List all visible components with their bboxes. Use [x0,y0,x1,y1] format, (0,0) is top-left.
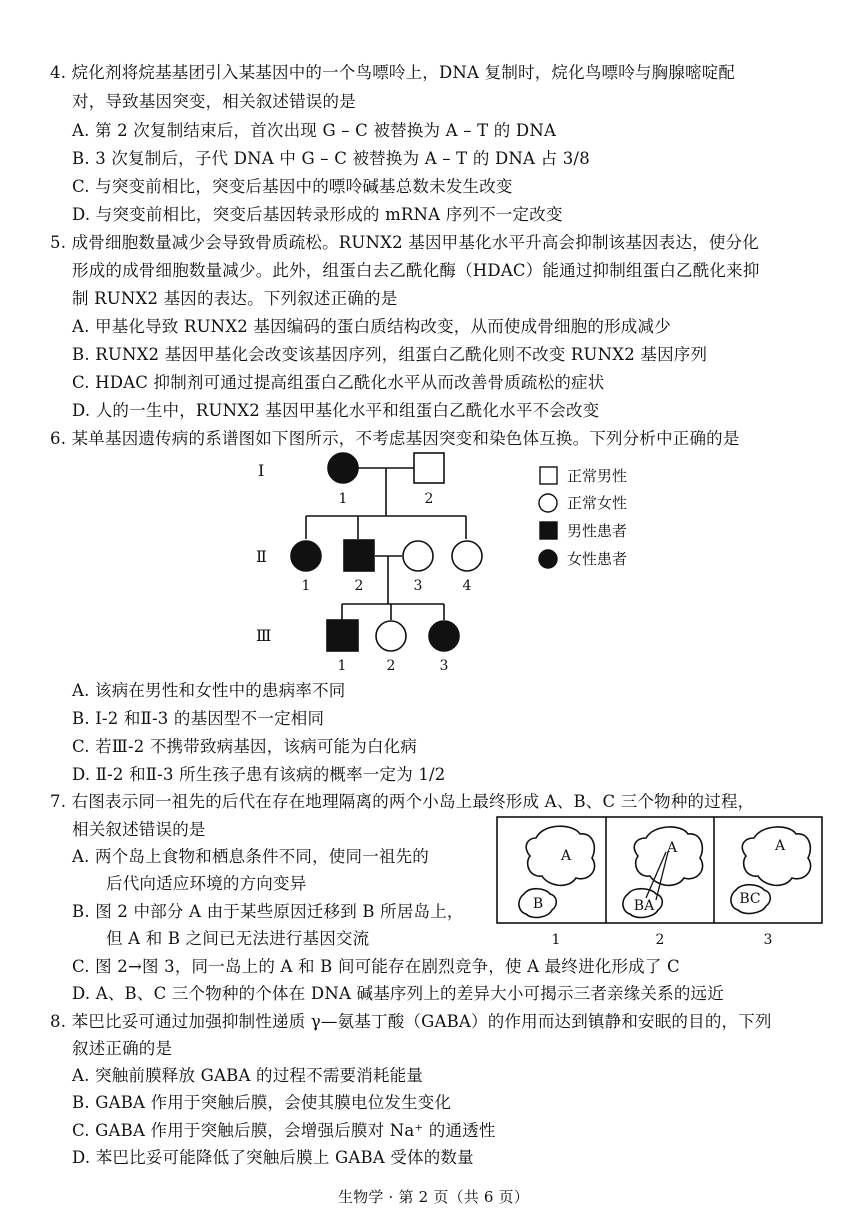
q5-option-a: A. 甲基化导致 RUNX2 基因编码的蛋白质结构改变，从而使成骨细胞的形成减少 [72,317,671,336]
q7-option-b-line2: 但 A 和 B 之间已无法进行基因交流 [106,929,370,948]
q4-stem-line2: 对，导致基因突变，相关叙述错误的是 [72,92,356,111]
legend-affected-male-symbol [540,522,557,539]
species-label: BA [633,898,655,914]
generation-label-III: Ⅲ [256,626,272,645]
species-label: BC [739,891,761,907]
island-a-shape [742,827,810,885]
q7-option-d: D. A、B、C 三个物种的个体在 DNA 碱基序列上的差异大小可揭示三者亲缘关系的远近 [72,984,724,1003]
individual-number: 1 [338,491,348,507]
q4-option-d: D. 与突变前相比，突变后基因转录形成的 mRNA 序列不一定改变 [72,205,563,224]
legend-normal-female-symbol [539,494,557,512]
individual-number: 2 [354,578,364,594]
individual-number: 2 [424,491,434,507]
q5-option-b: B. RUNX2 基因甲基化会改变该基因序列，组蛋白乙酰化则不改变 RUNX2 基因序列 [72,345,708,364]
q5-stem-line2: 形成的成骨细胞数量减少。此外，组蛋白去乙酰化酶（HDAC）能通过抑制组蛋白乙酰化来抑 [72,261,760,280]
pedigree-III-2-normal-female [376,621,406,651]
island-speciation-figure [496,816,826,956]
island-a-shape [634,827,702,885]
q8-stem-line1: 8. 苯巴比妥可通过加强抑制性递质 γ—氨基丁酸（GABA）的作用而达到镇静和安眠的目的，下列 [50,1012,772,1031]
generation-label-II: Ⅱ [256,547,267,566]
q8-option-b: B. GABA 作用于突触后膜，会使其膜电位发生变化 [72,1093,452,1112]
q7-option-b-line1: B. 图 2 中部分 A 由于某些原因迁移到 B 所居岛上， [72,902,464,921]
q4-option-c: C. 与突变前相比，突变后基因中的嘌呤碱基总数未发生改变 [72,177,513,196]
q6-option-d: D. Ⅱ-2 和Ⅱ-3 所生孩子患有该病的概率一定为 1/2 [72,765,446,784]
legend-label-affected-male: 男性患者 [567,522,628,540]
q8-option-d: D. 苯巴比妥可能降低了突触后膜上 GABA 受体的数量 [72,1148,474,1167]
panel-number: 2 [655,932,665,948]
q7-stem-line2: 相关叙述错误的是 [72,820,206,839]
pedigree-III-3-affected-female [429,621,459,651]
q7-option-c: C. 图 2→图 3，同一岛上的 A 和 B 间可能存在剧烈竞争，使 A 最终进化形成了 C [72,957,680,976]
legend-label-normal-female: 正常女性 [567,494,628,512]
q4-option-a: A. 第 2 次复制结束后，首次出现 G – C 被替换为 A – T 的 DNA [72,121,557,140]
q7-stem-line1: 7. 右图表示同一祖先的后代在存在地理隔离的两个小岛上最终形成 A、B、C 三个物种的过程， [50,792,755,811]
pedigree-II-2-affected-male [344,540,374,571]
q6-option-a: A. 该病在男性和女性中的患病率不同 [72,681,346,700]
pedigree-II-1-affected-female [291,541,321,571]
legend-label-affected-female: 女性患者 [567,550,628,568]
legend-affected-female-symbol [539,550,557,568]
individual-number: 1 [337,658,347,674]
page-footer: 生物学 · 第 2 页（共 6 页） [337,1188,530,1206]
individual-number: 3 [413,578,423,594]
pedigree-II-4-normal-female [452,541,482,571]
individual-number: 3 [439,658,449,674]
q8-option-a: A. 突触前膜释放 GABA 的过程不需要消耗能量 [72,1066,424,1085]
q8-stem-line2: 叙述正确的是 [72,1039,173,1058]
pedigree-III-1-affected-male [327,620,358,651]
q5-stem-line1: 5. 成骨细胞数量减少会导致骨质疏松。RUNX2 基因甲基化水平升高会抑制该基因表达，使分化 [50,233,759,252]
individual-number: 1 [301,578,311,594]
species-label: A [774,838,786,854]
q5-option-d: D. 人的一生中，RUNX2 基因甲基化水平和组蛋白乙酰化水平不会改变 [72,401,600,420]
q4-stem-line1: 4. 烷化剂将烷基基团引入某基因中的一个鸟嘌呤上，DNA 复制时，烷化鸟嘌呤与胸腺嘧啶配 [50,63,736,82]
pedigree-II-3-normal-female [403,541,433,571]
individual-number: 4 [462,578,472,594]
q6-option-c: C. 若Ⅲ-2 不携带致病基因，该病可能为白化病 [72,737,418,756]
q6-stem: 6. 某单基因遗传病的系谱图如下图所示，不考虑基因突变和染色体互换。下列分析中正确的是 [50,429,740,448]
q8-option-c: C. GABA 作用于突触后膜，会增强后膜对 Na⁺ 的通透性 [72,1121,496,1140]
species-label: B [532,896,544,912]
species-label: A [560,848,572,864]
generation-label-I: Ⅰ [258,461,265,480]
q6-option-b: B. Ⅰ-2 和Ⅱ-3 的基因型不一定相同 [72,709,325,728]
pedigree-I-1-affected-female [328,453,358,483]
q5-stem-line3: 制 RUNX2 基因的表达。下列叙述正确的是 [72,289,398,308]
q7-option-a-line2: 后代向适应环境的方向变异 [106,874,307,893]
legend-normal-male-symbol [540,467,557,484]
q7-option-a-line1: A. 两个岛上食物和栖息条件不同，使同一祖先的 [72,847,430,866]
panel-number: 1 [551,932,561,948]
q4-option-b: B. 3 次复制后，子代 DNA 中 G – C 被替换为 A – T 的 DNA 占 3/8 [72,149,590,168]
panel-number: 3 [763,932,773,948]
q5-option-c: C. HDAC 抑制剂可通过提高组蛋白乙酰化水平从而改善骨质疏松的症状 [72,373,605,392]
species-label: A [666,840,678,856]
legend-label-normal-male: 正常男性 [567,467,628,485]
pedigree-I-2-normal-male [414,453,444,483]
individual-number: 2 [386,658,396,674]
